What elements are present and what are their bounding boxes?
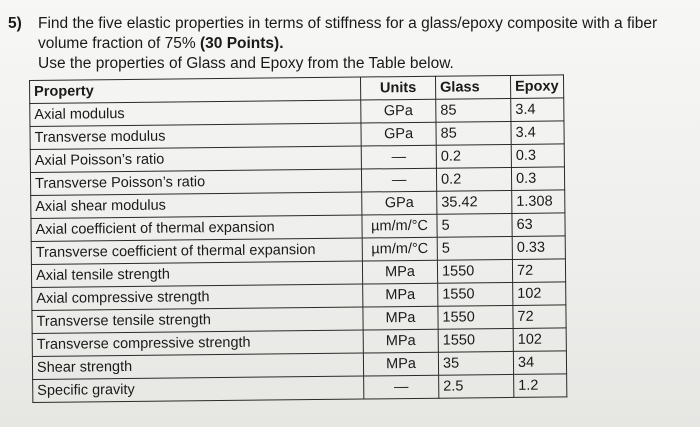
header-units: Units — [360, 76, 435, 100]
cell-epoxy: 72 — [513, 305, 566, 329]
header-epoxy: Epoxy — [510, 75, 563, 99]
cell-glass: 1550 — [438, 328, 513, 352]
cell-units: MPa — [362, 260, 437, 284]
question-line-2 — [8, 34, 698, 54]
cell-epoxy: 1.2 — [514, 374, 567, 398]
cell-epoxy: 72 — [512, 259, 565, 283]
cell-units: MPa — [363, 283, 438, 307]
cell-glass: 0.2 — [436, 167, 511, 191]
cell-units: MPa — [363, 329, 438, 353]
cell-epoxy: 63 — [512, 213, 565, 237]
header-property: Property — [30, 77, 361, 103]
cell-glass: 2.5 — [439, 374, 514, 398]
cell-property: Specific gravity — [33, 376, 364, 402]
cell-property: Transverse coefficient of thermal expansion — [31, 238, 362, 264]
cell-glass: 1550 — [438, 282, 513, 306]
cell-epoxy: 102 — [513, 328, 566, 352]
cell-units: MPa — [363, 306, 438, 330]
question-block — [8, 14, 698, 74]
cell-glass: 85 — [436, 98, 511, 122]
cell-property: Transverse compressive strength — [32, 330, 363, 356]
cell-units: MPa — [363, 352, 438, 376]
cell-glass: 35 — [438, 351, 513, 375]
question-text-2: volume fraction of 75% — [38, 35, 200, 52]
cell-units: µm/m/°C — [362, 214, 437, 238]
cell-units: GPa — [361, 122, 436, 146]
cell-glass: 5 — [437, 213, 512, 237]
cell-units: — — [361, 168, 436, 192]
cell-epoxy: 0.3 — [511, 167, 564, 191]
cell-property: Axial Poisson’s ratio — [30, 146, 361, 172]
cell-property: Axial modulus — [30, 100, 361, 126]
question-line-1 — [8, 14, 698, 34]
cell-units: — — [361, 145, 436, 169]
properties-table — [29, 74, 567, 403]
cell-units: GPa — [361, 99, 436, 123]
cell-property: Axial tensile strength — [31, 261, 362, 287]
cell-property: Transverse tensile strength — [32, 307, 363, 333]
cell-epoxy: 0.33 — [512, 236, 565, 260]
cell-property: Axial compressive strength — [32, 284, 363, 310]
cell-property: Shear strength — [32, 353, 363, 379]
cell-epoxy: 1.308 — [512, 190, 565, 214]
cell-epoxy: 0.3 — [511, 144, 564, 168]
cell-glass: 1550 — [437, 259, 512, 283]
table-row — [33, 374, 567, 403]
cell-property: Transverse Poisson’s ratio — [30, 169, 361, 195]
cell-units: µm/m/°C — [362, 237, 437, 261]
cell-glass: 35.42 — [437, 190, 512, 214]
question-number: 5) — [8, 15, 22, 32]
cell-glass: 0.2 — [436, 144, 511, 168]
cell-property: Axial coefficient of thermal expansion — [31, 215, 362, 241]
header-glass: Glass — [435, 75, 510, 99]
cell-glass: 1550 — [438, 305, 513, 329]
question-points: (30 Points). — [199, 35, 284, 52]
cell-units: — — [364, 375, 439, 399]
cell-glass: 5 — [437, 236, 512, 260]
cell-epoxy: 102 — [513, 282, 566, 306]
question-line-3: Use the properties of Glass and Epoxy from the Table below. — [38, 55, 454, 72]
cell-property: Transverse modulus — [30, 123, 361, 149]
cell-property: Axial shear modulus — [31, 192, 362, 218]
cell-epoxy: 3.4 — [511, 121, 564, 145]
cell-epoxy: 34 — [513, 351, 566, 375]
cell-units: GPa — [362, 191, 437, 215]
table-body — [30, 98, 567, 403]
question-text-1: Find the five elastic properties in terms of stiffness for a glass/epoxy composite with a fiber — [38, 15, 658, 32]
cell-glass: 85 — [436, 121, 511, 145]
cell-epoxy: 3.4 — [511, 98, 564, 122]
